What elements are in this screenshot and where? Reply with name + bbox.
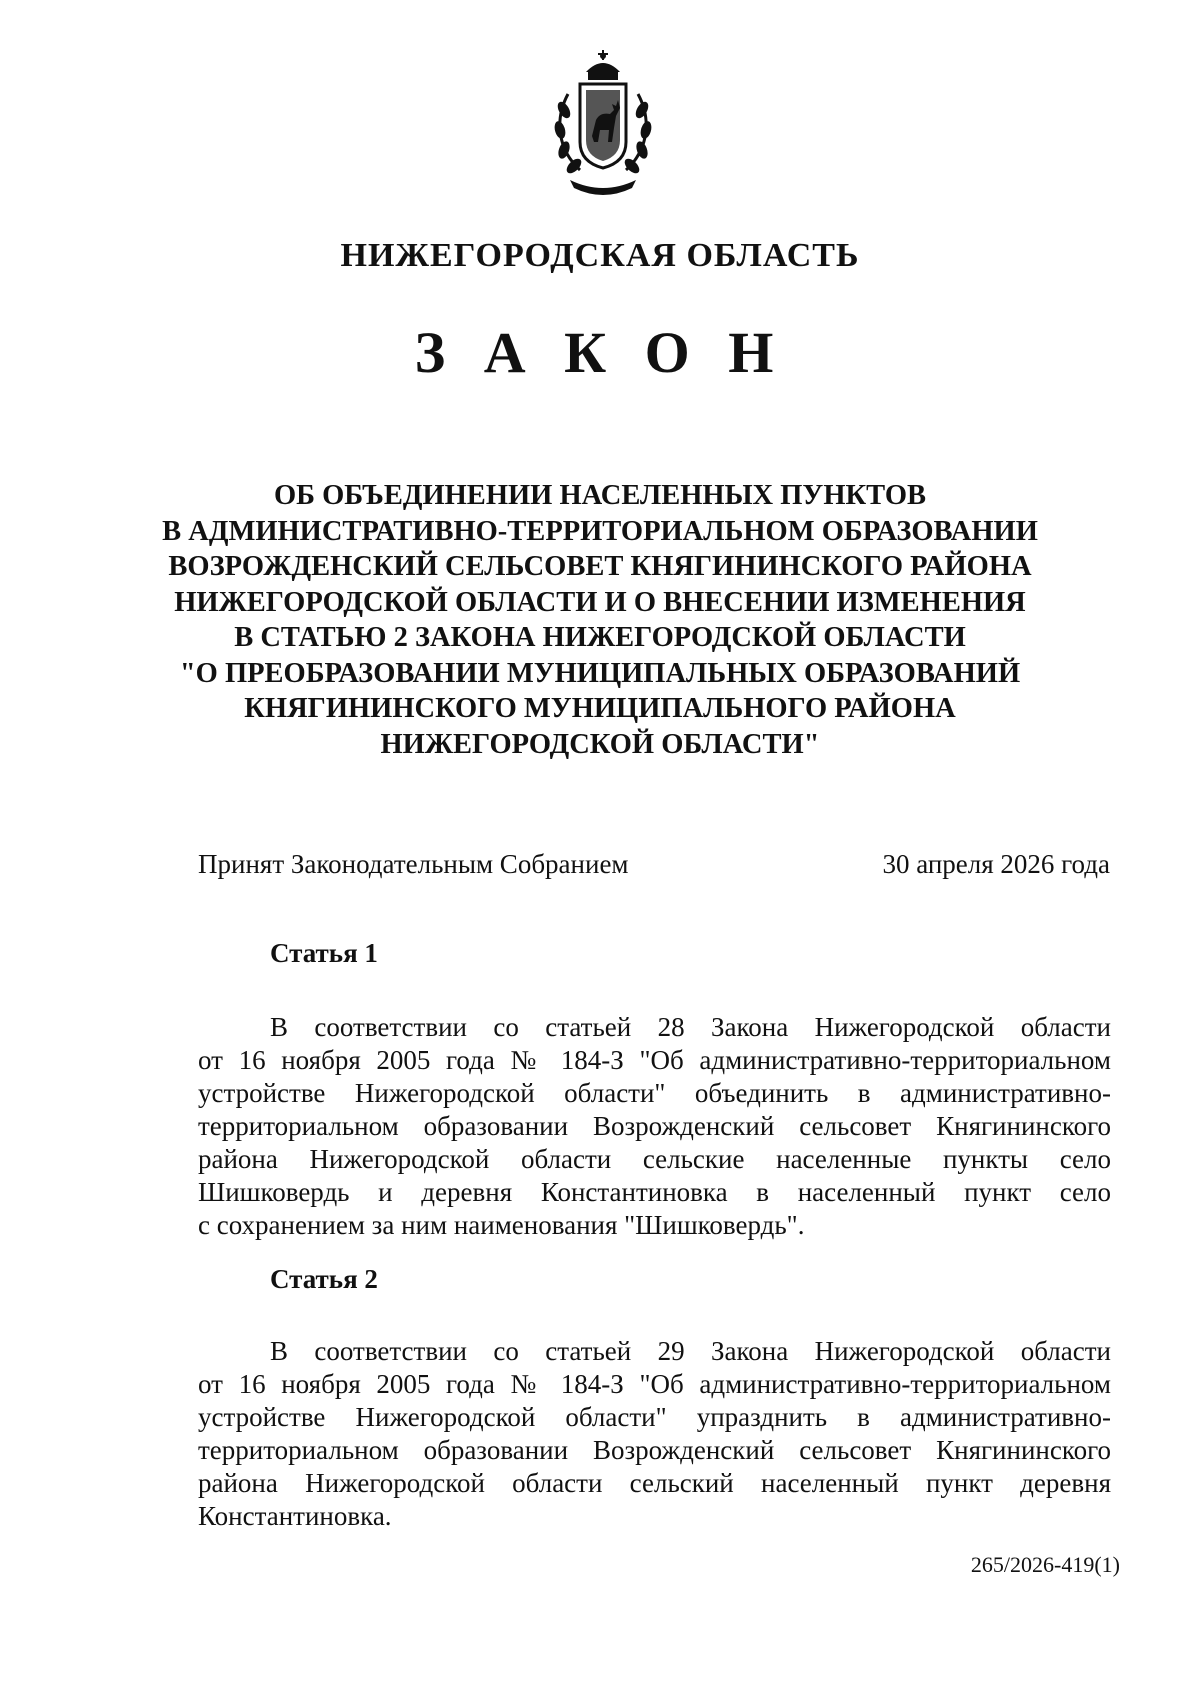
law-title bbox=[100, 478, 1100, 762]
article-1-heading: Статья 1 bbox=[270, 938, 378, 968]
article-2-line: территориальном образовании Возрожденский сельсовет Княгининского bbox=[198, 1435, 1111, 1465]
article-2-heading: Статья 2 bbox=[270, 1264, 378, 1294]
article-2-line: от 16 ноября 2005 года № 184-З "Об административно-территориальном bbox=[198, 1369, 1111, 1399]
law-title-line: В АДМИНИСТРАТИВНО-ТЕРРИТОРИАЛЬНОМ ОБРАЗОВАНИИ bbox=[162, 515, 1038, 547]
article-1-line: Шишковердь и деревня Константиновка в населенный пункт село bbox=[198, 1177, 1111, 1207]
article-1-line: В соответствии со статьей 28 Закона Нижегородской области bbox=[270, 1012, 1111, 1042]
law-title-line: КНЯГИНИНСКОГО МУНИЦИПАЛЬНОГО РАЙОНА bbox=[244, 693, 956, 724]
adoption-label: Принят Законодательным Собранием bbox=[198, 849, 629, 879]
coat-of-arms-emblem bbox=[540, 50, 666, 200]
document-type-title: З А К О Н bbox=[414, 320, 786, 385]
article-1-body bbox=[198, 1011, 1111, 1242]
adoption-line bbox=[198, 846, 1110, 882]
article-1-line: района Нижегородской области сельские населенные пункты село bbox=[198, 1144, 1111, 1174]
law-title-line: ОБ ОБЪЕДИНЕНИИ НАСЕЛЕННЫХ ПУНКТОВ bbox=[273, 480, 926, 511]
article-2-body bbox=[198, 1335, 1111, 1533]
article-2-line: устройстве Нижегородской области" упразднить в административно- bbox=[198, 1402, 1111, 1432]
document-number: 265/2026-419(1) bbox=[970, 1552, 1120, 1577]
law-title-line: ВОЗРОЖДЕНСКИЙ СЕЛЬСОВЕТ КНЯГИНИНСКОГО РАЙОНА bbox=[168, 551, 1032, 582]
region-name: НИЖЕГОРОДСКАЯ ОБЛАСТЬ bbox=[340, 237, 860, 274]
law-title-line: НИЖЕГОРОДСКОЙ ОБЛАСТИ" bbox=[380, 728, 820, 760]
article-1-line: территориальном образовании Возрожденский сельсовет Княгининского bbox=[198, 1111, 1111, 1141]
article-2-line: района Нижегородской области сельский населенный пункт деревня bbox=[198, 1468, 1111, 1498]
article-1-line: от 16 ноября 2005 года № 184-З "Об административно-территориальном bbox=[198, 1045, 1111, 1075]
law-title-line: НИЖЕГОРОДСКОЙ ОБЛАСТИ И О ВНЕСЕНИИ ИЗМЕНЕНИЯ bbox=[174, 586, 1026, 618]
article-1-line: устройстве Нижегородской области" объединить в административно- bbox=[198, 1078, 1111, 1108]
article-2-line: В соответствии со статьей 29 Закона Нижегородской области bbox=[270, 1336, 1111, 1366]
article-1-line: с сохранением за ним наименования "Шишковердь". bbox=[198, 1210, 805, 1240]
law-title-line: В СТАТЬЮ 2 ЗАКОНА НИЖЕГОРОДСКОЙ ОБЛАСТИ bbox=[234, 622, 966, 653]
adoption-date: 30 апреля 2026 года bbox=[882, 849, 1110, 879]
article-2-line: Константиновка. bbox=[198, 1501, 392, 1531]
law-title-line: "О ПРЕОБРАЗОВАНИИ МУНИЦИПАЛЬНЫХ ОБРАЗОВАНИЙ bbox=[179, 657, 1021, 689]
